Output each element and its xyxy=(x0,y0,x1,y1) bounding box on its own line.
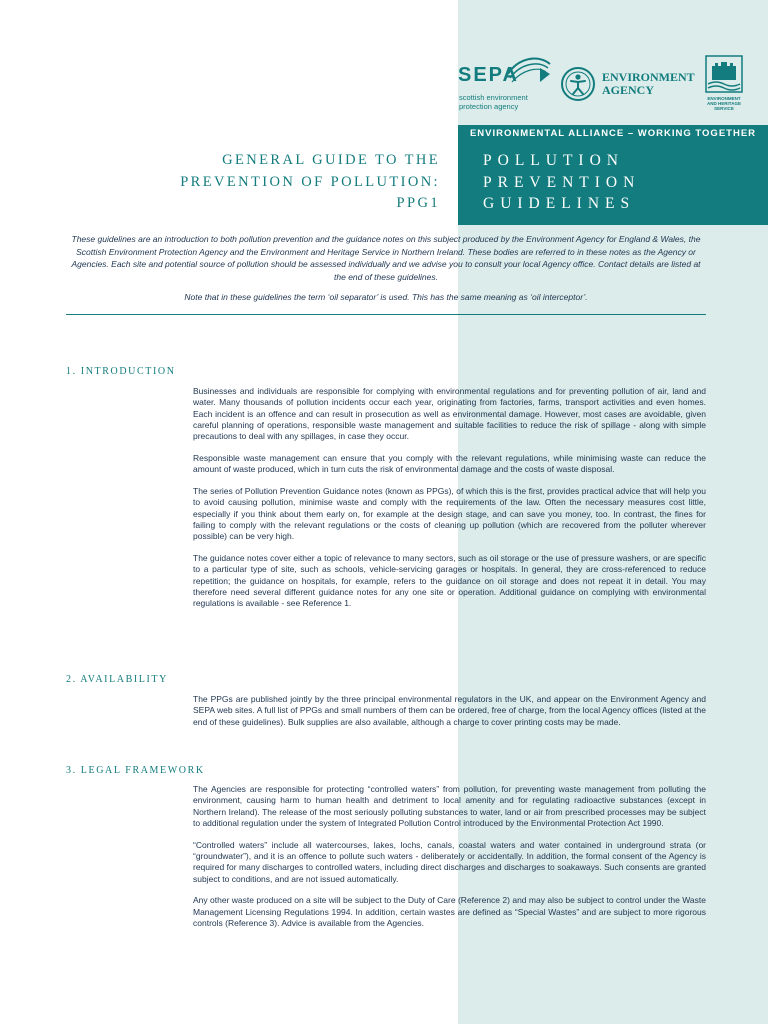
ea-name-line2: AGENCY xyxy=(602,83,655,97)
series-title-line1: POLLUTION xyxy=(483,152,624,169)
environment-agency-logo xyxy=(560,64,700,104)
paragraph: The guidance notes cover either a topic of relevance to many sectors, such as oil storage or the use of pressure washers, or are specific to a particular type of site, such as schools, vehicle-servicing garages or hospitals. In general, they are cross-referenced to reduce repetition; the guidance on hospitals, for example, refers to the guidance on oil storage and does not repeat it in detail. You may therefore need several different guidance notes for any one site or operation. Additional guidance on complying with environmental regulations is available - see Reference 1. xyxy=(193,553,706,609)
section-body-availability xyxy=(193,694,706,738)
document-title-line1: GENERAL GUIDE TO THE xyxy=(222,152,440,168)
paragraph: Responsible waste management can ensure that you comply with the relevant regulations, while minimising waste can reduce the amount of waste produced, which in turn cuts the risk of environmental damage and the costs of waste disposal. xyxy=(193,452,706,475)
divider-rule xyxy=(66,314,706,315)
paragraph: Any other waste produced on a site will be subject to the Duty of Care (Reference 2) and may also be subject to control under the Waste Management Licensing Regulations 1994. In addition, certain wastes are defined as “Special Wastes” and are subject to more rigorous controls (Reference 3). Advice is available from the Agencies. xyxy=(193,895,706,928)
ehs-name-line2: AND HERITAGE xyxy=(707,101,741,106)
sepa-subtitle-line2: protection agency xyxy=(459,101,519,111)
sepa-subtitle xyxy=(459,94,528,111)
ehs-name-line3: SERVICE xyxy=(714,106,734,111)
terminology-note: Note that in these guidelines the term ‘oil separator’ is used. This has the same meaning as ‘oil interceptor’. xyxy=(184,292,588,302)
sepa-logo xyxy=(456,50,556,116)
ea-name-line1: ENVIRONMENT xyxy=(602,70,695,84)
section-heading-introduction: 1. INTRODUCTION xyxy=(66,366,176,377)
section-heading-legal-framework: 3. LEGAL FRAMEWORK xyxy=(66,765,205,776)
document-title-line2: PREVENTION OF POLLUTION: xyxy=(180,173,440,190)
section-body-introduction xyxy=(193,386,706,620)
paragraph: “Controlled waters” include all watercourses, lakes, lochs, canals, coastal waters and water contained in underground strata (or “groundwater”), and it is an offence to pollute such waters - deliberately or accidentally. In addition, the formal consent of the Agency is required for many discharges to controlled waters, including direct discharges and discharges to soakaways. Such consents are granted subject to conditions, and are not issued automatically. xyxy=(193,839,706,884)
paragraph: The Agencies are responsible for protecting “controlled waters” from pollution, for preventing waste management from polluting the environment, causing harm to human health and detriment to local amenity and for regulating radioactive substances (except in Northern Ireland). The release of the most seriously polluting substances to water, land or air from prescribed processes may be subject to additional regulation under the system of Integrated Pollution Control introduced by the Environmental Protection Act 1990. xyxy=(193,784,706,828)
alliance-banner: ENVIRONMENTAL ALLIANCE – WORKING TOGETHER xyxy=(469,128,757,139)
intro-paragraph: These guidelines are an introduction to both pollution prevention and the guidance notes on this subject produced by the Environment Agency for England & Wales, the Scottish Environment Protection Agency and the Environment and Heritage Service in Northern Ireland. These bodies are referred to in these notes as the Agency or Agencies. Each site and potential source of pollution should be assessed individually and we advise you to consult your local Agency office. Contact details are listed at the end of these guidelines. xyxy=(71,234,701,282)
series-title-line3: GUIDELINES xyxy=(483,195,636,212)
paragraph: Businesses and individuals are responsible for complying with environmental regulations and for preventing pollution of air, land and water. Many thousands of pollution incidents occur each year, originating from factories, farms, transport activities and even homes. Each incident is an offence and can result in prosecution as well as environmental damage. However, most cases are avoidable, given careful planning of operations, responsible waste management and suitable facilities to reduce the risk of spillage - along with simple precautions to deal with any spillages, in case they occur. xyxy=(193,386,706,442)
environment-agency-name xyxy=(602,71,695,97)
paragraph: The PPGs are published jointly by the three principal environmental regulators in the UK, and appear on the Environment Agency and SEPA web sites. A full list of PPGs and small numbers of them can be ordered, free of charge, from the local Agency offices (listed at the end of these guidelines). Bulk supplies are also available, although a charge to cover printing costs may be made. xyxy=(193,694,706,727)
series-title xyxy=(483,150,640,215)
section-heading-availability: 2. AVAILABILITY xyxy=(66,674,168,685)
series-title-line2: PREVENTION xyxy=(483,173,641,191)
document-code: PPG1 xyxy=(396,195,440,211)
ehs-logo xyxy=(700,54,748,118)
figure-globe-icon xyxy=(560,66,596,102)
castle-icon xyxy=(704,54,744,94)
ehs-name xyxy=(700,96,748,111)
document-title xyxy=(180,150,440,215)
section-body-legal-framework xyxy=(193,784,706,940)
sepa-subtitle-line1: scottish environment xyxy=(459,93,528,102)
paragraph: The series of Pollution Prevention Guidance notes (known as PPGs), of which this is the first, provides practical advice that will help you to avoid causing pollution, minimise waste and comply with the requirements of the law. Often the necessary measures cost little, especially if you think about them early on, for example at the design stage, and can save you money, too. In contrast, the fines for failing to comply with the relevant regulations or the costs of cleaning up pollution (which are recovered from the polluter wherever possible) can be very high. xyxy=(193,486,706,542)
intro-note xyxy=(66,233,706,312)
ehs-name-line1: ENVIRONMENT xyxy=(707,96,741,101)
sepa-wordmark: SEPA xyxy=(458,64,519,86)
